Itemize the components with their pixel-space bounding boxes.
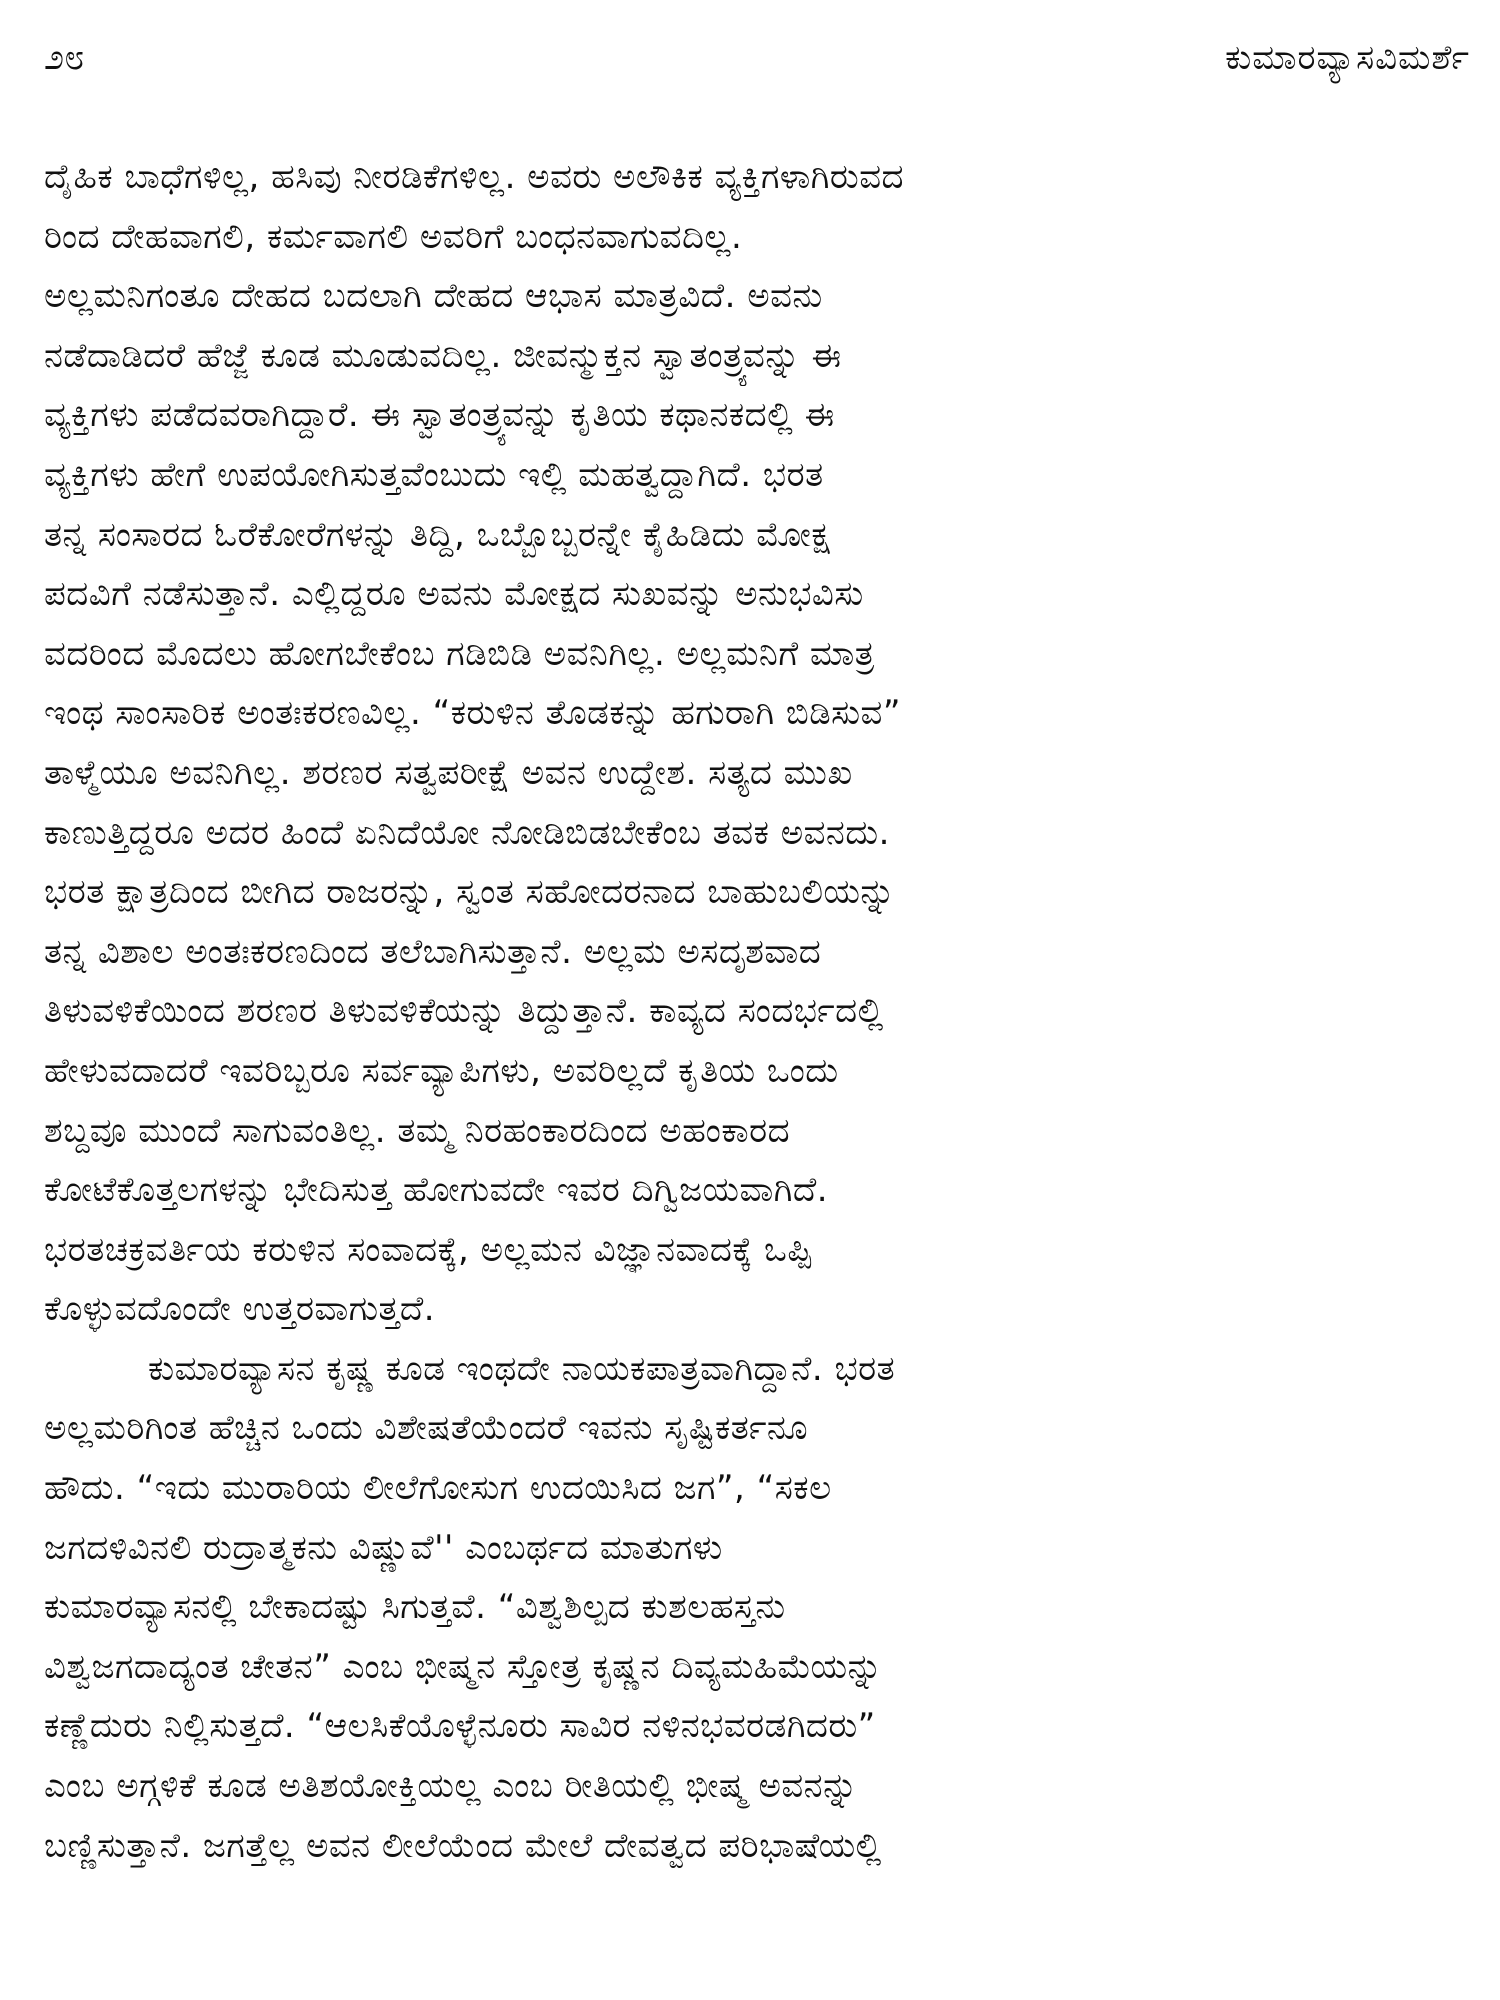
- text-line: ಭರತ ಕ್ಷಾತ್ರದಿಂದ ಬೀಗಿದ ರಾಜರನ್ನು, ಸ್ವಂತ ಸಹೋದರನಾದ ಬಾಹುಬಲಿಯನ್ನು: [44, 872, 896, 913]
- text-line: ನಡೆದಾಡಿದರೆ ಹೆಜ್ಜೆ ಕೂಡ ಮೂಡುವದಿಲ್ಲ. ಜೀವನ್ಮುಕ್ತನ ಸ್ವಾತಂತ್ರ್ಯವನ್ನು ಈ: [44, 335, 842, 376]
- text-line: ವಿಶ್ವಜಗದಾದ್ಯಂತ ಚೇತನ” ಎಂಬ ಭೀಷ್ಮನ ಸ್ತೋತ್ರ ಕೃಷ್ಣನ ದಿವ್ಯಮಹಿಮೆಯನ್ನು: [44, 1646, 883, 1687]
- text-line: ಜಗದಳಿವಿನಲಿ ರುದ್ರಾತ್ಮಕನು ವಿಷ್ಣುವೆ'' ಎಂಬರ್ಥದ ಮಾತುಗಳು: [44, 1527, 723, 1568]
- text-line: ಪದವಿಗೆ ನಡೆಸುತ್ತಾನೆ. ಎಲ್ಲಿದ್ದರೂ ಅವನು ಮೋಕ್ಷದ ಸುಖವನ್ನು ಅನುಭವಿಸು: [44, 574, 864, 615]
- text-line: ಶಬ್ದವೂ ಮುಂದೆ ಸಾಗುವಂತಿಲ್ಲ. ತಮ್ಮ ನಿರಹಂಕಾರದಿಂದ ಅಹಂಕಾರದ: [44, 1110, 791, 1151]
- text-line: ಹೇಳುವದಾದರೆ ಇವರಿಬ್ಬರೂ ಸರ್ವವ್ಯಾಪಿಗಳು, ಅವರಿಲ್ಲದೆ ಕೃತಿಯ ಒಂದು: [44, 1050, 839, 1091]
- page-number: ೨೮: [44, 37, 85, 78]
- running-header: [44, 28, 1470, 88]
- text-line: ದೈಹಿಕ ಬಾಧೆಗಳಿಲ್ಲ, ಹಸಿವು ನೀರಡಿಕೆಗಳಿಲ್ಲ. ಅವರು ಅಲೌಕಿಕ ವ್ಯಕ್ತಿಗಳಾಗಿರುವದ: [44, 157, 904, 197]
- text-line: ತನ್ನ ವಿಶಾಲ ಅಂತಃಕರಣದಿಂದ ತಲೆಬಾಗಿಸುತ್ತಾನೆ. ಅಲ್ಲಮ ಅಸದೃಶವಾದ: [44, 931, 822, 972]
- text-line: ಅಲ್ಲಮರಿಗಿಂತ ಹೆಚ್ಚಿನ ಒಂದು ವಿಶೇಷತೆಯೆಂದರೆ ಇವನು ಸೃಷ್ಟಿಕರ್ತನೂ: [44, 1408, 809, 1449]
- text-line: ಹೌದು. “ಇದು ಮುರಾರಿಯ ಲೀಲೆಗೋಸುಗ ಉದಯಿಸಿದ ಜಗ”, “ಸಕಲ: [44, 1468, 832, 1509]
- text-line: ವ್ಯಕ್ತಿಗಳು ಪಡೆದವರಾಗಿದ್ದಾರೆ. ಈ ಸ್ವಾತಂತ್ರ್ಯವನ್ನು ಕೃತಿಯ ಕಥಾನಕದಲ್ಲಿ ಈ: [44, 395, 835, 436]
- text-line: ಕೊಳ್ಳುವದೊಂದೇ ಉತ್ತರವಾಗುತ್ತದೆ.: [44, 1289, 436, 1330]
- text-line: ತಿಳುವಳಿಕೆಯಿಂದ ಶರಣರ ತಿಳುವಳಿಕೆಯನ್ನು ತಿದ್ದುತ್ತಾನೆ. ಕಾವ್ಯದ ಸಂದರ್ಭದಲ್ಲಿ: [44, 991, 884, 1032]
- paragraph-2: [44, 1340, 1470, 1876]
- text-line: ಅಲ್ಲಮನಿಗಂತೂ ದೇಹದ ಬದಲಾಗಿ ದೇಹದ ಆಭಾಸ ಮಾತ್ರವಿದೆ. ಅವನು: [44, 276, 823, 317]
- text-line: ವ್ಯಕ್ತಿಗಳು ಹೇಗೆ ಉಪಯೋಗಿಸುತ್ತವೆಂಬುದು ಇಲ್ಲಿ ಮಹತ್ವದ್ದಾಗಿದೆ. ಭರತ: [44, 454, 824, 495]
- text-line: ರಿಂದ ದೇಹವಾಗಲಿ, ಕರ್ಮವಾಗಲಿ ಅವರಿಗೆ ಬಂಧನವಾಗುವದಿಲ್ಲ.: [44, 216, 743, 257]
- text-line: ತನ್ನ ಸಂಸಾರದ ಓರೆಕೋರೆಗಳನ್ನು ತಿದ್ದಿ, ಒಬ್ಬೊಬ್ಬರನ್ನೇ ಕೈಹಿಡಿದು ಮೋಕ್ಷ: [44, 514, 831, 555]
- text-line: ಕಾಣುತ್ತಿದ್ದರೂ ಅದರ ಹಿಂದೆ ಏನಿದೆಯೋ ನೋಡಿಬಿಡಬೇಕೆಂಬ ತವಕ ಅವನದು.: [44, 812, 890, 853]
- text-line: ಇಂಥ ಸಾಂಸಾರಿಕ ಅಂತಃಕರಣವಿಲ್ಲ. “ಕರುಳಿನ ತೊಡಕನ್ನು ಹಗುರಾಗಿ ಬಿಡಿಸುವ”: [44, 693, 901, 734]
- book-title: ಕುಮಾರವ್ಯಾಸವಿಮರ್ಶೆ: [1225, 38, 1470, 78]
- text-line: ಎಂಬ ಅಗ್ಗಳಿಕೆ ಕೂಡ ಅತಿಶಯೋಕ್ತಿಯಲ್ಲ ಎಂಬ ರೀತಿಯಲ್ಲಿ ಭೀಷ್ಮ ಅವನನ್ನು: [44, 1766, 858, 1807]
- paragraph-1: [44, 148, 1470, 1340]
- text-line: ತಾಳ್ಮೆಯೂ ಅವನಿಗಿಲ್ಲ. ಶರಣರ ಸತ್ವಪರೀಕ್ಷೆ ಅವನ ಉದ್ದೇಶ. ಸತ್ಯದ ಮುಖ: [44, 752, 853, 793]
- body-text: [44, 148, 1470, 1876]
- text-line: ಕಣ್ಣೆದುರು ನಿಲ್ಲಿಸುತ್ತದೆ. “ಆಲಸಿಕೆಯೊಳ್ಳೆನೂರು ಸಾವಿರ ನಳಿನಭವರಡಗಿದರು”: [44, 1706, 876, 1747]
- text-line: ಕುಮಾರವ್ಯಾಸನಲ್ಲಿ ಬೇಕಾದಷ್ಟು ಸಿಗುತ್ತವೆ. “ವಿಶ್ವಶಿಲ್ಪದ ಕುಶಲಹಸ್ತನು: [44, 1587, 786, 1628]
- text-line: ಕೋಟೆಕೊತ್ತಲಗಳನ್ನು ಭೇದಿಸುತ್ತ ಹೋಗುವದೇ ಇವರ ದಿಗ್ವಿಜಯವಾಗಿದೆ.: [44, 1170, 829, 1211]
- text-line: ಬಣ್ಣಿಸುತ್ತಾನೆ. ಜಗತ್ತೆಲ್ಲ ಅವನ ಲೀಲೆಯೆಂದ ಮೇಲೆ ದೇವತ್ವದ ಪರಿಭಾಷೆಯಲ್ಲಿ: [44, 1825, 882, 1866]
- text-line: ವದರಿಂದ ಮೊದಲು ಹೋಗಬೇಕೆಂಬ ಗಡಿಬಿಡಿ ಅವನಿಗಿಲ್ಲ. ಅಲ್ಲಮನಿಗೆ ಮಾತ್ರ: [44, 633, 875, 674]
- text-line: ಭರತಚಕ್ರವರ್ತಿಯ ಕರುಳಿನ ಸಂವಾದಕ್ಕೆ, ಅಲ್ಲಮನ ವಿಜ್ಞಾನವಾದಕ್ಕೆ ಒಪ್ಪಿ: [44, 1229, 813, 1270]
- text-line: ಕುಮಾರವ್ಯಾಸನ ಕೃಷ್ಣ ಕೂಡ ಇಂಥದೇ ನಾಯಕಪಾತ್ರವಾಗಿದ್ದಾನೆ. ಭರತ: [148, 1348, 896, 1389]
